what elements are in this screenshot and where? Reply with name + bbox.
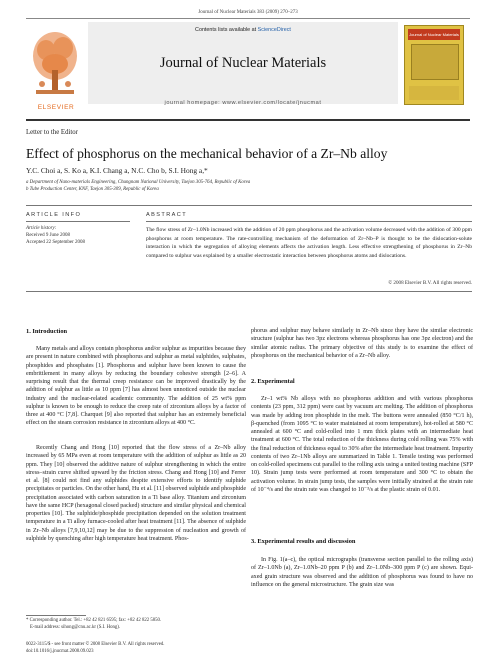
abstract-label: ABSTRACT xyxy=(146,212,188,218)
intro-paragraph-continued: phorus and sulphur may behave similarly in Zr–Nb since they have the similar electronic structure (sulphur has two 3pz electrons whereas phosphorus has one 3pz electron) and the similar atomic radius. The primary objective of this study is to examine the effect of phosphorus on the mechanical behavior of a Zr–Nb alloy. xyxy=(251,328,473,359)
article-title: Effect of phosphorus on the mechanical behavior of a Zr–Nb alloy xyxy=(26,146,388,161)
results-paragraph: In Fig. 1(a–c), the optical micrographs (transverse section parallel to the rolling axis) of Zr–1.0Nb (a), Zr–1.0Nb–20 ppm P (b) and Zr–1.0Nb–300 ppm P (c) are shown. Equi-axed grain structure was observed and the addition of phosphorus was found to have no influence on the general microstructure. The grain size was xyxy=(251,557,473,588)
section-heading-results: 3. Experimental results and discussion xyxy=(251,538,356,545)
abstract-copyright: © 2008 Elsevier B.V. All rights reserved. xyxy=(388,280,472,286)
journal-cover-thumbnail xyxy=(404,25,464,105)
section-heading-introduction: 1. Introduction xyxy=(26,328,68,335)
running-header: Journal of Nuclear Materials 383 (2009) 270–273 xyxy=(198,10,298,15)
contents-line xyxy=(88,27,398,33)
footnote-corresponding: * Corresponding author. Tel.: +82 42 821 6595; fax: +82 42 822 5850. xyxy=(26,618,162,623)
elsevier-tree-logo xyxy=(28,26,82,102)
intro-paragraph-2: Recently Chang and Hong [10] reported that the flow stress of a Zr–Nb alloy increased by 65 MPa even at room temperature with the addition of sulphur as little as 20 ppm. They [10] observed the additive nature of sulphur strengthening in which the entire stress–strain curve shifted upward by the friction stress. Chang and Hong [10] and Ferrer et al. [8] could not find any sulphides despite extensive efforts to identify sulphide precipitates or particles. On the other hand, Hu et al. [11] observed sulphide and phosphide precipitation associated with carbon saturation in a Ti base alloy. Titanium and zirconium have the same HCP (hexagonal closed packed) structure and similar physical and chemical properties [10]. The sulphide/phosphide precipitation depended on the solution treatment temperature in a Ti alloy furnace-cooled after heat treatment [11]. The absence of sulphide in Zr–Nb alloys [7,9,10,12] may be due to the suppression of nucleation and growth of sulphide by quenching after high temperature heat treatment. Phos- xyxy=(26,445,246,542)
divider-info xyxy=(26,221,130,222)
accepted-date: Accepted 22 September 2008 xyxy=(26,240,86,245)
divider-bottom xyxy=(26,291,472,292)
footnote-email[interactable]: E-mail address: sihong@cnu.ac.kr (S.I. Hong). xyxy=(30,625,121,630)
journal-title: Journal of Nuclear Materials xyxy=(159,55,327,71)
divider-abstract xyxy=(146,221,472,222)
sciencedirect-link[interactable]: ScienceDirect xyxy=(257,27,291,33)
publisher-wordmark: ELSEVIER xyxy=(37,104,75,111)
cover-footer xyxy=(409,86,459,100)
cover-image xyxy=(411,44,459,80)
article-history-label: Article history: xyxy=(26,226,57,231)
section-heading-experimental: 2. Experimental xyxy=(251,378,295,385)
intro-paragraph-1: Many metals and alloys contain phosphorus and/or sulphur as impurities because they are present in nature combined with phosphorus and sulphur as metal sulphides, sulphates, phosphides and phosphates [1]. Phosphorus and sulphur have been known to cause the embrittlement in many alloys by reducing the boundary cohesive strength [2–6]. A surprising result that the thermal creep resistance can be improved drastically by the addition of sulphur as little as 10 ppm [7] has almost been unnoticed outside the nuclear industry and the nuclear-related academic community. The addition of 25 wt% ppm sulphur is known to be enough to reduce the creep rate of zirconium alloys by a factor of three at 400 °C [7,8]. Charquet [9] also reported that sulphur has an extremely beneficial effect on the steam corrosion resistance in zirconium alloys at 400 °C. xyxy=(26,346,246,427)
journal-homepage[interactable]: journal homepage: www.elsevier.com/locate/jnucmat xyxy=(164,100,322,106)
contents-prefix: Contents lists available at xyxy=(195,27,258,33)
received-date: Received 9 June 2008 xyxy=(26,233,71,238)
article-info-label: ARTICLE INFO xyxy=(26,212,82,218)
cover-title: Journal of Nuclear Materials xyxy=(408,29,460,40)
affiliation-b: b Tube Production Center, KNF, Taejon 305-309, Republic of Korea xyxy=(26,187,159,192)
experimental-paragraph: Zr–1 wt% Nb alloys with no phosphorus addition and with various phosphorus contents (23 ppm, 312 ppm) were cast by vacuum arc melting. The addition of phosphorus was made by adding iron phosphide in the melt. The buttons were annealed (850 °C/1 h), β-quenched (from 1095 °C to water maintained at room temperature), hot-rolled at 580 °C annealed at 600 °C and cold-rolled into 1 mm thick plates with an intermediate heat treatment at 600 °C. The total reduction of the thickness during cold rolling was 75% with the final reduction of thickness equal to 30% after the intermediate heat treatment. Impurity contents of two Zr–1Nb alloys are summarized in Table 1. Tensile testing was performed on cold-rolled specimens cut parallel to the rolling axis using a united testing machine (SFP 10). Strain jump tests were performed at room temperature and 300 °C to obtain the activation volume. In strain jump tests, the samples were initially strained at the strain rate of 10⁻⁴/s and the strain rate was changed to 10⁻³/s at the plastic strain of 0.01. xyxy=(251,396,474,493)
footnote-rule xyxy=(26,615,86,616)
doi-line[interactable]: doi:10.1016/j.jnucmat.2008.09.023 xyxy=(26,649,94,654)
affiliation-a: a Department of Nano-materials Engineering, Chungnam National University, Taejon 305-764, Republic of Korea xyxy=(26,180,251,185)
front-matter-line: 0022-3115/$ - see front matter © 2008 Elsevier B.V. All rights reserved. xyxy=(26,642,165,647)
divider-top xyxy=(26,205,472,206)
author-list: Y.C. Choi a, S. Ko a, K.I. Chang a, N.C. Cho b, S.I. Hong a,* xyxy=(26,166,208,175)
abstract-text: The flow stress of Zr–1.0Nb increased with the addition of 20 ppm phosphorus and the activation volume decreased with the addition of 300 ppm phosphorus at room temperature. The rate-controlling mechanism of the deformation of Zr–Nb–P is thought to be the dislocation-solute interaction in which the segregation of alloying elements affects the activation length. Less effective strengthening of phosphorus in Zr–Nb compared to sulphur was explained by a smaller electrostatic interaction between phosphorus atoms and dislocations. xyxy=(146,227,472,259)
article-type: Letter to the Editor xyxy=(26,129,78,136)
